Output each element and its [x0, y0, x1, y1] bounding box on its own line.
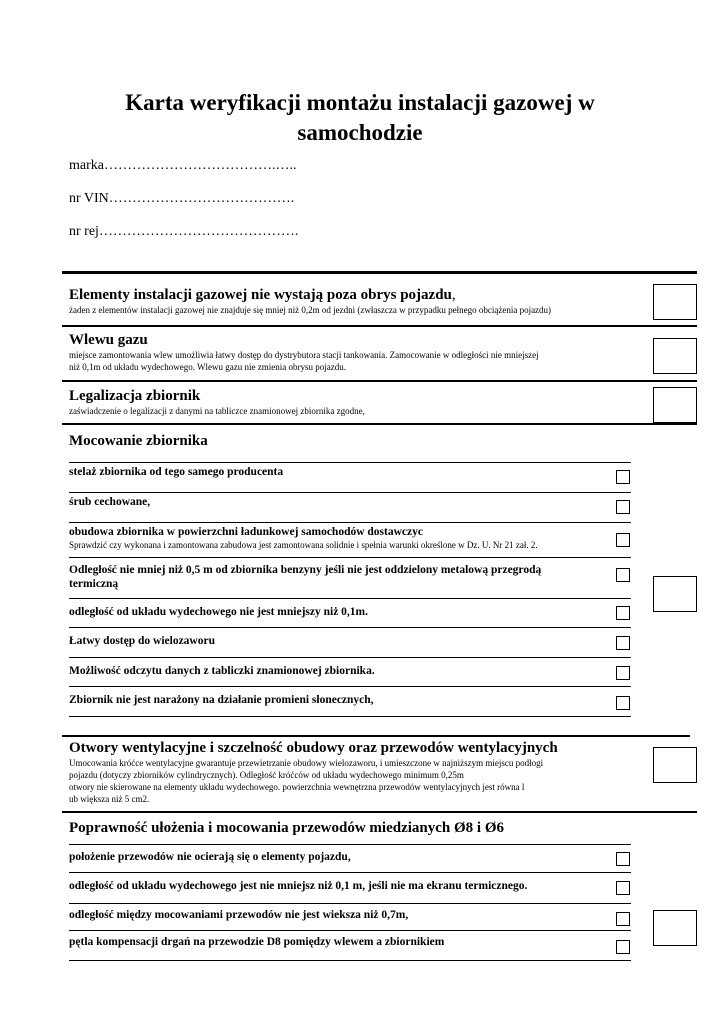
- checklist-item: śrub cechowane,: [69, 496, 151, 508]
- item-separator: [69, 686, 631, 687]
- section-checkbox[interactable]: [653, 747, 697, 783]
- divider: [62, 735, 690, 737]
- section-title: Otwory wentylacyjne i szczelność obudowy oraz przewodów wentylacyjnych: [69, 740, 558, 756]
- section-description: zaświadczenie o legalizacji z danymi na tabliczce znamionowej zbiornika zgodne,: [69, 406, 365, 416]
- item-checkbox[interactable]: [616, 470, 630, 484]
- item-separator: [69, 627, 631, 628]
- section-checkbox[interactable]: [653, 387, 697, 423]
- item-checkbox[interactable]: [616, 852, 630, 866]
- checklist-item: Odległość nie mniej niż 0,5 m od zbiornika benzyny jeśli nie jest oddzielony metalową przegrodą: [69, 564, 542, 576]
- checklist-item: stelaż zbiornika od tego samego producenta: [69, 466, 284, 478]
- section-title: Poprawność ułożenia i mocowania przewodów miedzianych Ø8 i Ø6: [69, 820, 504, 836]
- item-checkbox[interactable]: [616, 912, 630, 926]
- item-checkbox[interactable]: [616, 696, 630, 710]
- section-description: żaden z elementów instalacji gazowej nie znajduje się mniej niż 0,2m od jezdni (zwłaszcza w przypadku pełnego obciążenia pojazdu): [69, 305, 552, 315]
- item-separator: [69, 930, 631, 931]
- section-description: ub większa niż 5 cm2.: [69, 794, 150, 804]
- section-title: Wlewu gazu: [69, 332, 148, 348]
- section-description: miejsce zamontowania wlew umożliwia łatwy dostęp do dystrybutora stacji tankowania. Zamocowanie w odległości nie mniejszej: [69, 350, 539, 360]
- item-separator: [69, 522, 631, 523]
- checklist-item: Zbiornik nie jest narażony na działanie promieni słonecznych,: [69, 694, 374, 706]
- divider: [62, 423, 697, 425]
- field-rej[interactable]: nr rej…………………………………….: [69, 224, 299, 239]
- item-checkbox[interactable]: [616, 568, 630, 582]
- item-separator: [69, 598, 631, 599]
- divider: [62, 325, 697, 327]
- divider: [62, 380, 697, 382]
- checklist-item: Łatwy dostęp do wielozaworu: [69, 635, 215, 647]
- item-checkbox[interactable]: [616, 636, 630, 650]
- section-description: Umocowania króćce wentylacyjne gwarantuje przewietrzanie obudowy wielozaworu, i umieszczone w najniższym miejscu podłogi: [69, 758, 544, 768]
- item-separator: [69, 557, 631, 558]
- checklist-item: odległość od układu wydechowego nie jest mniejszy niż 0,1m.: [69, 606, 368, 618]
- checklist-item-continued: termiczną: [69, 578, 119, 590]
- item-separator: [69, 844, 631, 845]
- section-title: Elementy instalacji gazowej nie wystają poza obrys pojazdu,: [69, 287, 456, 303]
- checklist-item: pętla kompensacji drgań na przewodzie D8 pomiędzy wlewem a zbiornikiem: [69, 936, 445, 948]
- item-checkbox[interactable]: [616, 881, 630, 895]
- item-separator: [69, 872, 631, 873]
- section-description: niż 0,1m od układu wydechowego. Wlewu gazu nie zmienia obrysu pojazdu.: [69, 362, 347, 372]
- field-vin[interactable]: nr VIN………………………………….: [69, 191, 295, 206]
- section-title: Mocowanie zbiornika: [69, 433, 208, 449]
- item-separator: [69, 462, 631, 463]
- checklist-item: obudowa zbiornika w powierzchni ładunkowej samochodów dostawczyc: [69, 526, 423, 538]
- page-title: Karta weryfikacji montażu instalacji gazowej w samochodzie: [125, 90, 595, 145]
- item-checkbox[interactable]: [616, 500, 630, 514]
- item-separator: [69, 657, 631, 658]
- item-separator: [69, 960, 631, 961]
- item-separator: [69, 716, 631, 717]
- section-checkbox[interactable]: [653, 338, 697, 374]
- item-separator: [69, 903, 631, 904]
- item-checkbox[interactable]: [616, 533, 630, 547]
- section-description: otwory nie skierowane na elementy układu wydechowego. powierzchnia wewnętrzna przewodów wentylacyjnych jest równa l: [69, 782, 525, 792]
- field-marka[interactable]: marka……………………………….…..: [69, 158, 297, 173]
- divider: [62, 811, 697, 813]
- checklist-item: odległość od układu wydechowego jest nie mniejsz niż 0,1 m, jeśli nie ma ekranu termicznego.: [69, 880, 528, 892]
- divider: [62, 271, 697, 274]
- checklist-item: położenie przewodów nie ocierają się o elementy pojazdu,: [69, 851, 351, 863]
- section-checkbox[interactable]: [653, 284, 697, 320]
- item-separator: [69, 492, 631, 493]
- item-checkbox[interactable]: [616, 666, 630, 680]
- section-checkbox[interactable]: [653, 576, 697, 612]
- item-checkbox[interactable]: [616, 940, 630, 954]
- item-note: Sprawdzić czy wykonana i zamontowana zabudowa jest zamontowana solidnie i spełnia warunki określone w Dz. U. Nr 21 zał. 2.: [69, 540, 538, 550]
- item-checkbox[interactable]: [616, 606, 630, 620]
- checklist-item: Możliwość odczytu danych z tabliczki znamionowej zbiornika.: [69, 665, 375, 677]
- section-description: pojazdu (dotyczy zbiorników cylindrycznych). Odległość króćców od układu wydechowego minimum 0,25m: [69, 770, 464, 780]
- section-checkbox[interactable]: [653, 910, 697, 946]
- checklist-item: odległość między mocowaniami przewodów nie jest wieksza niż 0,7m,: [69, 909, 409, 921]
- section-title: Legalizacja zbiornik: [69, 388, 201, 404]
